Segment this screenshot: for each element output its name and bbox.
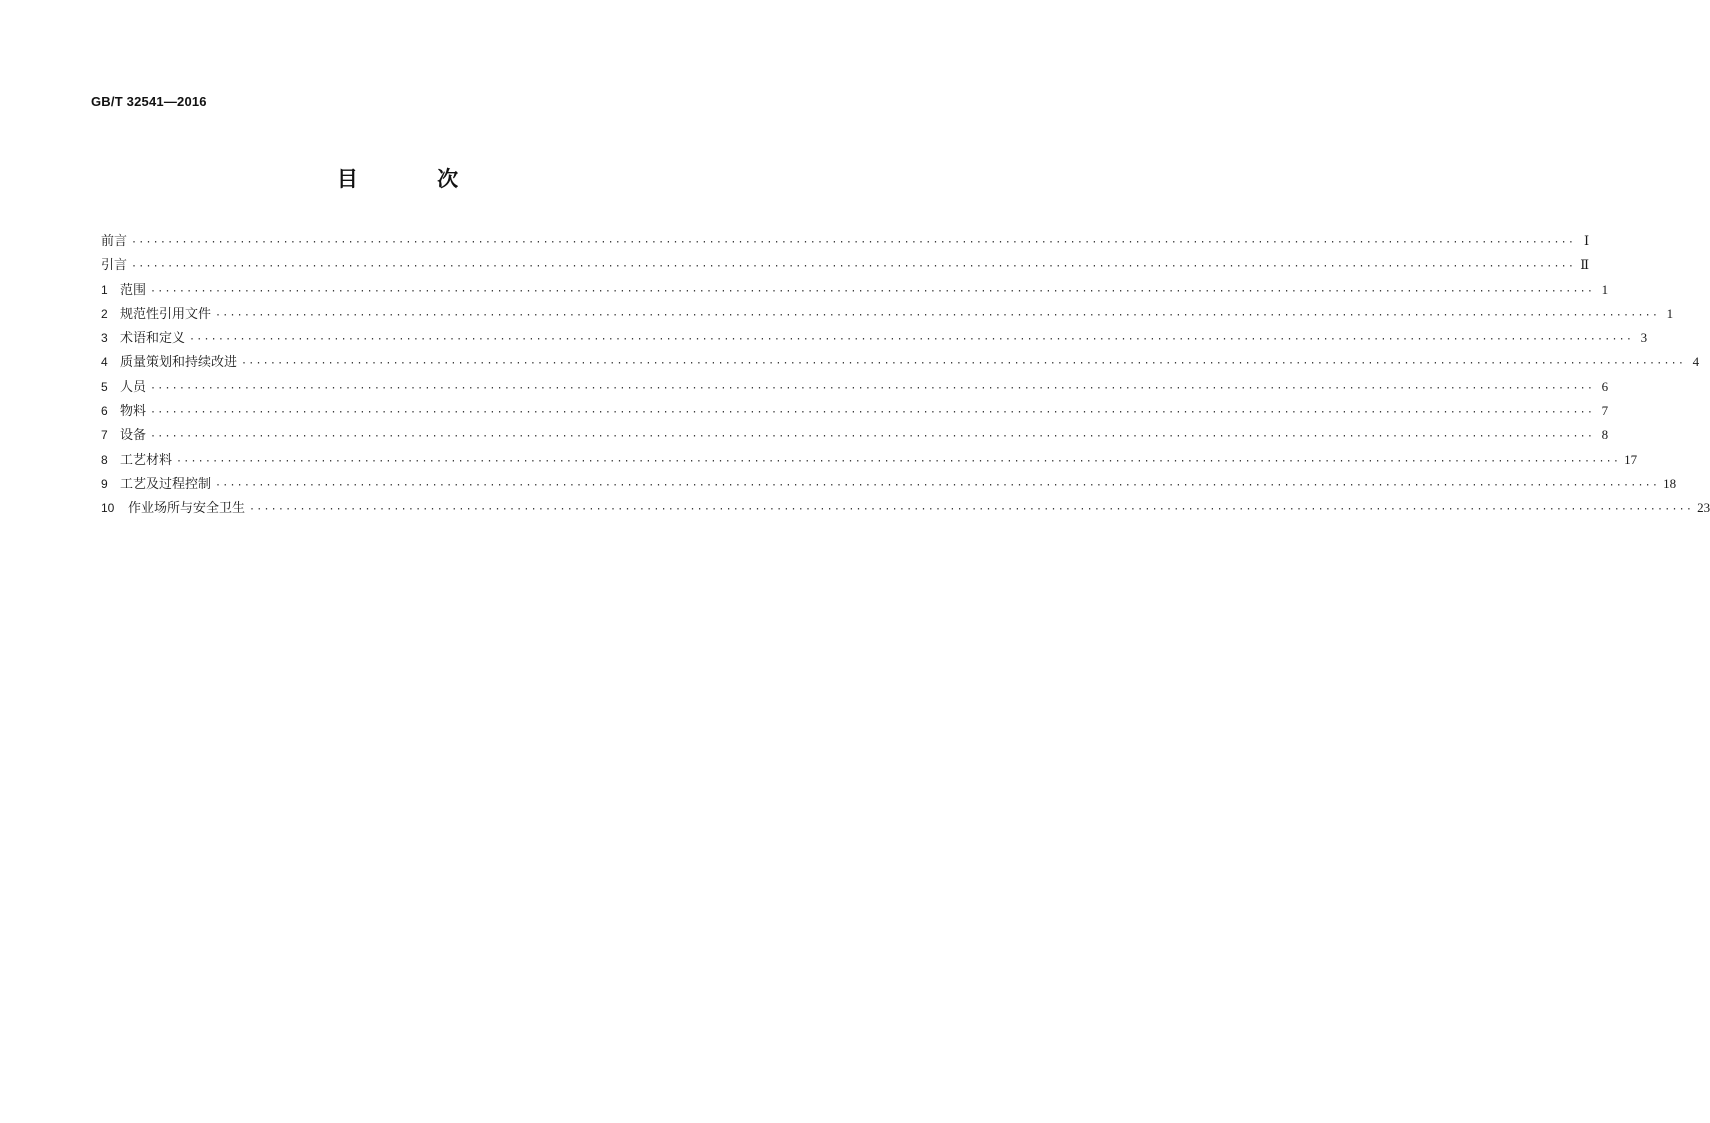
toc-entry-number: 7 xyxy=(101,428,108,443)
toc-leader-dots: ········································································································································································································ xyxy=(241,358,1686,370)
toc-entry-7[interactable] xyxy=(101,423,1609,447)
toc-entry-number: 3 xyxy=(101,331,108,346)
toc-entry-6[interactable] xyxy=(101,399,1609,423)
toc-entry-label: 质量策划和持续改进 xyxy=(120,355,238,371)
toc-list xyxy=(101,229,1710,521)
toc-entry-label: 引言 xyxy=(101,258,128,274)
toc-entry-number: 9 xyxy=(101,476,108,491)
toc-entry-label: 工艺及过程控制 xyxy=(120,476,212,492)
toc-entry-page: 6 xyxy=(1601,378,1609,394)
toc-entry-1[interactable] xyxy=(101,278,1609,302)
toc-entry-introduction[interactable] xyxy=(101,253,1590,277)
toc-title: 目 次 xyxy=(336,167,495,191)
toc-entry-page: 4 xyxy=(1692,354,1700,370)
toc-entry-4[interactable] xyxy=(101,350,1700,374)
toc-entry-page: 1 xyxy=(1666,305,1674,321)
toc-entry-page: 7 xyxy=(1601,403,1609,419)
toc-entry-number: 6 xyxy=(101,404,108,419)
toc-entry-3[interactable] xyxy=(101,326,1648,350)
toc-entry-label: 前言 xyxy=(101,234,128,249)
toc-entry-page: 23 xyxy=(1697,500,1710,516)
toc-entry-number: 5 xyxy=(101,379,108,394)
standard-code: GB/T 32541—2016 xyxy=(91,94,207,109)
toc-entry-number: 8 xyxy=(101,452,108,467)
toc-entry-label: 设备 xyxy=(120,428,147,444)
toc-entry-page: Ⅰ xyxy=(1583,233,1590,248)
toc-entry-label: 规范性引用文件 xyxy=(120,306,212,322)
toc-entry-number: 4 xyxy=(101,355,108,370)
toc-leader-dots: ········································································································································································································ xyxy=(215,309,1660,321)
toc-entry-page: Ⅱ xyxy=(1580,257,1590,273)
toc-entry-number: 1 xyxy=(101,282,108,297)
toc-leader-dots: ········································································································································································································ xyxy=(131,261,1576,273)
toc-entry-number: 2 xyxy=(101,306,108,321)
toc-entry-2[interactable] xyxy=(101,302,1674,326)
toc-entry-page: 18 xyxy=(1663,475,1677,491)
toc-entry-number: 10 xyxy=(101,501,115,516)
toc-entry-10[interactable] xyxy=(101,496,1710,520)
toc-leader-dots: ········································································································································································································ xyxy=(150,431,1595,443)
toc-leader-dots: ········································································································································································································ xyxy=(176,455,1621,467)
toc-entry-8[interactable] xyxy=(101,448,1638,472)
toc-entry-label: 作业场所与安全卫生 xyxy=(128,501,246,517)
toc-entry-5[interactable] xyxy=(101,375,1609,399)
toc-entry-page: 3 xyxy=(1640,330,1648,346)
toc-entry-page: 17 xyxy=(1624,451,1638,467)
toc-entry-label: 物料 xyxy=(120,404,147,420)
toc-leader-dots: ········································································································································································································ xyxy=(215,479,1660,491)
toc-leader-dots: ········································································································································································································ xyxy=(150,407,1595,419)
toc-entry-page: 1 xyxy=(1601,281,1609,297)
toc-entry-label: 范围 xyxy=(120,282,147,298)
toc-leader-dots: ········································································································································································································ xyxy=(249,504,1694,516)
toc-entry-label: 术语和定义 xyxy=(120,331,186,347)
toc-leader-dots: ········································································································································································································ xyxy=(131,237,1576,248)
toc-entry-label: 工艺材料 xyxy=(120,452,173,468)
toc-leader-dots: ········································································································································································································ xyxy=(189,334,1634,346)
toc-entry-foreword[interactable] xyxy=(101,229,1590,253)
toc-leader-dots: ········································································································································································································ xyxy=(150,382,1595,394)
toc-entry-page: 8 xyxy=(1601,427,1609,443)
toc-entry-9[interactable] xyxy=(101,472,1677,496)
toc-entry-label: 人员 xyxy=(120,379,147,395)
toc-leader-dots: ········································································································································································································ xyxy=(150,285,1595,297)
